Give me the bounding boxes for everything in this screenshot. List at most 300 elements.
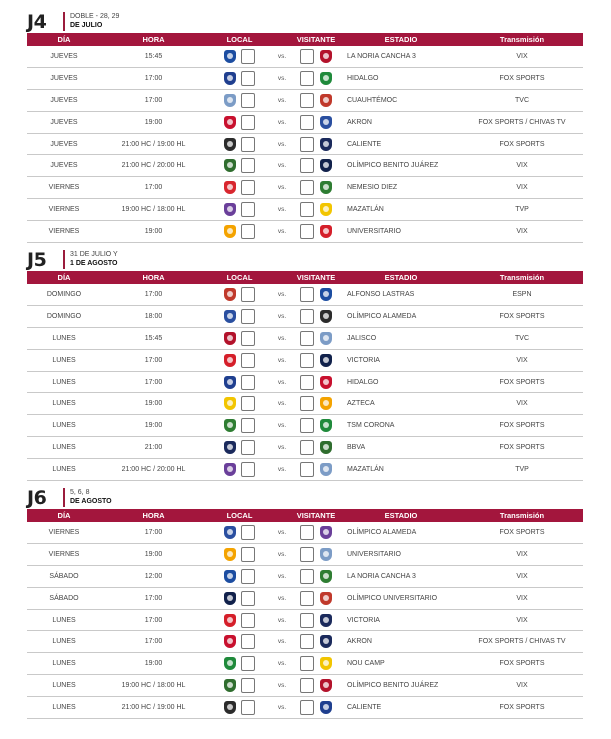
home-team-cell — [206, 415, 273, 437]
away-team-crest-icon — [320, 332, 332, 345]
home-score-box[interactable] — [241, 547, 255, 562]
away-team-cell — [291, 305, 341, 327]
home-score-box[interactable] — [241, 396, 255, 411]
home-team-cell — [206, 459, 273, 481]
home-team-cell — [206, 199, 273, 221]
home-score-box[interactable] — [241, 375, 255, 390]
matchday-label: J5 — [27, 249, 47, 271]
match-day: VIERNES — [27, 177, 101, 199]
home-score-box[interactable] — [241, 180, 255, 195]
vs-label: vs. — [277, 184, 287, 192]
stadium: TSM CORONA — [341, 415, 461, 437]
match-day: LUNES — [27, 349, 101, 371]
matchday-label: J6 — [27, 487, 47, 509]
broadcaster: TVC — [461, 89, 583, 111]
vs-label: vs. — [277, 378, 287, 386]
col-local: LOCAL — [206, 509, 273, 522]
home-score-box[interactable] — [241, 331, 255, 346]
vs-label: vs. — [277, 422, 287, 430]
away-team-cell — [291, 437, 341, 459]
home-team-cell — [206, 631, 273, 653]
away-score-box[interactable] — [300, 353, 314, 368]
stadium: UNIVERSITARIO — [341, 221, 461, 243]
away-team-crest-icon — [320, 526, 332, 539]
match-day: JUEVES — [27, 155, 101, 177]
fixtures-table — [27, 509, 583, 719]
col-hora: HORA — [101, 271, 206, 284]
vs-label: vs. — [277, 660, 287, 668]
away-team-cell — [291, 177, 341, 199]
broadcaster: VIX — [461, 177, 583, 199]
stadium: NEMESIO DIEZ — [341, 177, 461, 199]
home-team-cell — [206, 565, 273, 587]
home-team-crest-icon — [224, 159, 236, 172]
away-team-cell — [291, 609, 341, 631]
broadcaster: FOX SPORTS — [461, 133, 583, 155]
home-score-box[interactable] — [241, 525, 255, 540]
col-transmision: Transmisión — [461, 509, 583, 522]
table-header — [27, 509, 583, 522]
home-team-crest-icon — [224, 614, 236, 627]
vs-label: vs. — [277, 572, 287, 580]
away-team-crest-icon — [320, 635, 332, 648]
date-line-1: DOBLE - 28, 29 — [70, 13, 120, 20]
away-team-crest-icon — [320, 159, 332, 172]
match-time: 15:45 — [101, 46, 206, 67]
match-day: LUNES — [27, 675, 101, 697]
section-header — [27, 11, 583, 33]
fixtures-table — [27, 271, 583, 481]
home-team-crest-icon — [224, 94, 236, 107]
match-time: 21:00 HC / 19:00 HL — [101, 133, 206, 155]
home-team-crest-icon — [224, 635, 236, 648]
away-score-box[interactable] — [300, 49, 314, 64]
home-score-box[interactable] — [241, 613, 255, 628]
away-score-box[interactable] — [300, 634, 314, 649]
match-time: 21:00 HC / 20:00 HL — [101, 155, 206, 177]
match-time: 21:00 HC / 20:00 HL — [101, 459, 206, 481]
stadium: HIDALGO — [341, 67, 461, 89]
away-team-crest-icon — [320, 419, 332, 432]
col-local: LOCAL — [206, 33, 273, 46]
stadium: VICTORIA — [341, 349, 461, 371]
col-dia: DÍA — [27, 33, 101, 46]
broadcaster: VIX — [461, 349, 583, 371]
home-team-crest-icon — [224, 181, 236, 194]
stadium: BBVA — [341, 437, 461, 459]
home-team-crest-icon — [224, 419, 236, 432]
table-row — [27, 609, 583, 631]
home-team-cell — [206, 89, 273, 111]
home-team-cell — [206, 587, 273, 609]
away-score-box[interactable] — [300, 137, 314, 152]
match-time: 17:00 — [101, 522, 206, 543]
col-transmision: Transmisión — [461, 271, 583, 284]
home-score-box[interactable] — [241, 93, 255, 108]
vs-label: vs. — [277, 638, 287, 646]
broadcaster: VIX — [461, 543, 583, 565]
away-team-crest-icon — [320, 181, 332, 194]
table-row — [27, 284, 583, 305]
match-time: 19:00 HC / 18:00 HL — [101, 199, 206, 221]
match-time: 17:00 — [101, 89, 206, 111]
home-team-cell — [206, 609, 273, 631]
away-score-box[interactable] — [300, 309, 314, 324]
away-team-cell — [291, 133, 341, 155]
vs-label: vs. — [277, 96, 287, 104]
col-local: LOCAL — [206, 271, 273, 284]
away-score-box[interactable] — [300, 569, 314, 584]
away-score-box[interactable] — [300, 202, 314, 217]
section-j6 — [27, 487, 583, 719]
match-time: 17:00 — [101, 67, 206, 89]
away-team-cell — [291, 67, 341, 89]
home-score-box[interactable] — [241, 309, 255, 324]
matchday-divider — [63, 12, 65, 31]
section-j4 — [27, 11, 583, 243]
table-header — [27, 33, 583, 46]
home-team-cell — [206, 177, 273, 199]
stadium: VICTORIA — [341, 609, 461, 631]
away-score-box[interactable] — [300, 224, 314, 239]
home-team-crest-icon — [224, 72, 236, 85]
match-time: 15:45 — [101, 327, 206, 349]
away-team-crest-icon — [320, 310, 332, 323]
vs-label: vs. — [277, 228, 287, 236]
away-team-cell — [291, 349, 341, 371]
match-day: JUEVES — [27, 133, 101, 155]
away-score-box[interactable] — [300, 700, 314, 715]
broadcaster: FOX SPORTS — [461, 415, 583, 437]
away-team-cell — [291, 631, 341, 653]
match-day: VIERNES — [27, 199, 101, 221]
away-team-crest-icon — [320, 354, 332, 367]
match-time: 18:00 — [101, 305, 206, 327]
away-score-box[interactable] — [300, 93, 314, 108]
away-team-crest-icon — [320, 548, 332, 561]
away-score-box[interactable] — [300, 375, 314, 390]
away-team-cell — [291, 199, 341, 221]
match-time: 17:00 — [101, 587, 206, 609]
col-dia: DÍA — [27, 271, 101, 284]
away-score-box[interactable] — [300, 158, 314, 173]
home-score-box[interactable] — [241, 224, 255, 239]
stadium: OLÍMPICO UNIVERSITARIO — [341, 587, 461, 609]
date-line-2: DE AGOSTO — [70, 498, 112, 505]
home-score-box[interactable] — [241, 462, 255, 477]
home-team-cell — [206, 327, 273, 349]
home-score-box[interactable] — [241, 440, 255, 455]
home-team-cell — [206, 67, 273, 89]
home-team-cell — [206, 349, 273, 371]
away-team-crest-icon — [320, 94, 332, 107]
broadcaster: TVC — [461, 327, 583, 349]
away-team-crest-icon — [320, 657, 332, 670]
broadcaster: FOX SPORTS — [461, 653, 583, 675]
home-team-crest-icon — [224, 310, 236, 323]
home-team-crest-icon — [224, 376, 236, 389]
date-line-1: 31 DE JULIO Y — [70, 251, 118, 258]
table-row — [27, 349, 583, 371]
table-row — [27, 565, 583, 587]
table-row — [27, 697, 583, 719]
broadcaster: FOX SPORTS — [461, 437, 583, 459]
home-team-cell — [206, 46, 273, 67]
match-time: 17:00 — [101, 609, 206, 631]
match-day: LUNES — [27, 415, 101, 437]
away-team-crest-icon — [320, 614, 332, 627]
matchday-divider — [63, 488, 65, 507]
match-day: LUNES — [27, 327, 101, 349]
away-team-crest-icon — [320, 441, 332, 454]
away-team-crest-icon — [320, 72, 332, 85]
match-day: SÁBADO — [27, 565, 101, 587]
away-team-crest-icon — [320, 463, 332, 476]
home-team-crest-icon — [224, 657, 236, 670]
fixtures-table — [27, 33, 583, 243]
away-team-cell — [291, 587, 341, 609]
vs-label: vs. — [277, 356, 287, 364]
away-team-crest-icon — [320, 288, 332, 301]
match-day: LUNES — [27, 459, 101, 481]
home-team-cell — [206, 675, 273, 697]
matchday-label: J4 — [27, 11, 47, 33]
section-header — [27, 487, 583, 509]
broadcaster: VIX — [461, 393, 583, 415]
match-time: 12:00 — [101, 565, 206, 587]
vs-label: vs. — [277, 312, 287, 320]
match-time: 19:00 — [101, 221, 206, 243]
stadium: AKRON — [341, 631, 461, 653]
table-row — [27, 459, 583, 481]
table-row — [27, 133, 583, 155]
stadium: AKRON — [341, 111, 461, 133]
away-score-box[interactable] — [300, 71, 314, 86]
away-team-cell — [291, 565, 341, 587]
away-score-box[interactable] — [300, 440, 314, 455]
matchday-dates — [70, 12, 119, 30]
vs-label: vs. — [277, 400, 287, 408]
away-score-box[interactable] — [300, 180, 314, 195]
match-time: 19:00 — [101, 415, 206, 437]
match-time: 17:00 — [101, 177, 206, 199]
home-score-box[interactable] — [241, 49, 255, 64]
vs-label: vs. — [277, 528, 287, 536]
col-hora: HORA — [101, 33, 206, 46]
home-team-crest-icon — [224, 592, 236, 605]
away-score-box[interactable] — [300, 678, 314, 693]
match-time: 17:00 — [101, 349, 206, 371]
broadcaster: FOX SPORTS — [461, 371, 583, 393]
stadium: ALFONSO LASTRAS — [341, 284, 461, 305]
section-header — [27, 249, 583, 271]
stadium: OLÍMPICO BENITO JUÁREZ — [341, 155, 461, 177]
home-score-box[interactable] — [241, 158, 255, 173]
broadcaster: VIX — [461, 155, 583, 177]
match-day: VIERNES — [27, 522, 101, 543]
match-day: JUEVES — [27, 89, 101, 111]
vs-label: vs. — [277, 616, 287, 624]
stadium: CUAUHTÉMOC — [341, 89, 461, 111]
home-team-cell — [206, 284, 273, 305]
match-day: DOMINGO — [27, 305, 101, 327]
away-score-box[interactable] — [300, 115, 314, 130]
home-score-box[interactable] — [241, 656, 255, 671]
away-team-crest-icon — [320, 138, 332, 151]
match-time: 21:00 HC / 19:00 HL — [101, 697, 206, 719]
vs-label: vs. — [277, 118, 287, 126]
away-team-crest-icon — [320, 203, 332, 216]
away-score-box[interactable] — [300, 547, 314, 562]
broadcaster: TVP — [461, 199, 583, 221]
home-score-box[interactable] — [241, 287, 255, 302]
date-line-2: 1 DE AGOSTO — [70, 260, 118, 267]
away-team-cell — [291, 89, 341, 111]
matchday-dates — [70, 250, 118, 268]
table-row — [27, 393, 583, 415]
match-day: JUEVES — [27, 111, 101, 133]
away-team-cell — [291, 675, 341, 697]
home-score-box[interactable] — [241, 678, 255, 693]
section-j5 — [27, 249, 583, 481]
col-estadio: ESTADIO — [341, 33, 461, 46]
table-row — [27, 89, 583, 111]
home-team-cell — [206, 543, 273, 565]
date-line-1: 5, 6, 8 — [70, 489, 90, 496]
away-team-cell — [291, 459, 341, 481]
table-row — [27, 543, 583, 565]
away-team-crest-icon — [320, 679, 332, 692]
away-team-cell — [291, 653, 341, 675]
away-score-box[interactable] — [300, 331, 314, 346]
away-team-cell — [291, 543, 341, 565]
table-row — [27, 587, 583, 609]
home-team-crest-icon — [224, 441, 236, 454]
match-day: JUEVES — [27, 46, 101, 67]
away-score-box[interactable] — [300, 287, 314, 302]
match-time: 19:00 — [101, 543, 206, 565]
home-team-crest-icon — [224, 701, 236, 714]
home-team-cell — [206, 371, 273, 393]
away-team-crest-icon — [320, 225, 332, 238]
away-team-crest-icon — [320, 50, 332, 63]
home-team-cell — [206, 155, 273, 177]
table-header — [27, 271, 583, 284]
home-team-cell — [206, 133, 273, 155]
home-team-cell — [206, 522, 273, 543]
away-team-cell — [291, 46, 341, 67]
home-score-box[interactable] — [241, 115, 255, 130]
away-team-cell — [291, 393, 341, 415]
home-team-crest-icon — [224, 679, 236, 692]
home-team-crest-icon — [224, 463, 236, 476]
home-score-box[interactable] — [241, 634, 255, 649]
away-team-crest-icon — [320, 376, 332, 389]
match-time: 19:00 — [101, 653, 206, 675]
away-score-box[interactable] — [300, 396, 314, 411]
home-score-box[interactable] — [241, 700, 255, 715]
away-score-box[interactable] — [300, 462, 314, 477]
away-score-box[interactable] — [300, 525, 314, 540]
away-score-box[interactable] — [300, 418, 314, 433]
vs-label: vs. — [277, 704, 287, 712]
away-score-box[interactable] — [300, 656, 314, 671]
vs-label: vs. — [277, 74, 287, 82]
home-team-crest-icon — [224, 397, 236, 410]
away-team-cell — [291, 371, 341, 393]
match-day: LUNES — [27, 697, 101, 719]
broadcaster: VIX — [461, 46, 583, 67]
table-row — [27, 177, 583, 199]
match-day: LUNES — [27, 653, 101, 675]
home-team-cell — [206, 437, 273, 459]
away-score-box[interactable] — [300, 591, 314, 606]
match-time: 17:00 — [101, 284, 206, 305]
broadcaster: FOX SPORTS — [461, 305, 583, 327]
away-team-crest-icon — [320, 570, 332, 583]
match-day: LUNES — [27, 437, 101, 459]
broadcaster: VIX — [461, 221, 583, 243]
home-team-crest-icon — [224, 225, 236, 238]
home-team-crest-icon — [224, 354, 236, 367]
stadium: AZTECA — [341, 393, 461, 415]
vs-label: vs. — [277, 162, 287, 170]
match-day: JUEVES — [27, 67, 101, 89]
match-time: 17:00 — [101, 631, 206, 653]
stadium: MAZATLÁN — [341, 459, 461, 481]
away-team-cell — [291, 522, 341, 543]
table-row — [27, 46, 583, 67]
col-dia: DÍA — [27, 509, 101, 522]
home-score-box[interactable] — [241, 353, 255, 368]
table-row — [27, 415, 583, 437]
table-row — [27, 371, 583, 393]
col-estadio: ESTADIO — [341, 271, 461, 284]
vs-label: vs. — [277, 52, 287, 60]
home-team-crest-icon — [224, 288, 236, 301]
away-team-cell — [291, 111, 341, 133]
home-team-cell — [206, 111, 273, 133]
home-score-box[interactable] — [241, 202, 255, 217]
home-score-box[interactable] — [241, 71, 255, 86]
away-score-box[interactable] — [300, 613, 314, 628]
broadcaster: FOX SPORTS / CHIVAS TV — [461, 111, 583, 133]
table-row — [27, 111, 583, 133]
home-score-box[interactable] — [241, 137, 255, 152]
table-row — [27, 522, 583, 543]
col-visitante: VISITANTE — [291, 271, 341, 284]
match-day: VIERNES — [27, 543, 101, 565]
home-score-box[interactable] — [241, 591, 255, 606]
match-time: 19:00 — [101, 111, 206, 133]
away-team-crest-icon — [320, 592, 332, 605]
home-score-box[interactable] — [241, 418, 255, 433]
home-score-box[interactable] — [241, 569, 255, 584]
table-row — [27, 221, 583, 243]
away-team-crest-icon — [320, 116, 332, 129]
vs-label: vs. — [277, 444, 287, 452]
table-row — [27, 67, 583, 89]
away-team-crest-icon — [320, 397, 332, 410]
away-team-cell — [291, 415, 341, 437]
vs-label: vs. — [277, 140, 287, 148]
vs-label: vs. — [277, 206, 287, 214]
stadium: OLÍMPICO ALAMEDA — [341, 305, 461, 327]
broadcaster: FOX SPORTS — [461, 522, 583, 543]
broadcaster: FOX SPORTS / CHIVAS TV — [461, 631, 583, 653]
vs-label: vs. — [277, 334, 287, 342]
col-hora: HORA — [101, 509, 206, 522]
